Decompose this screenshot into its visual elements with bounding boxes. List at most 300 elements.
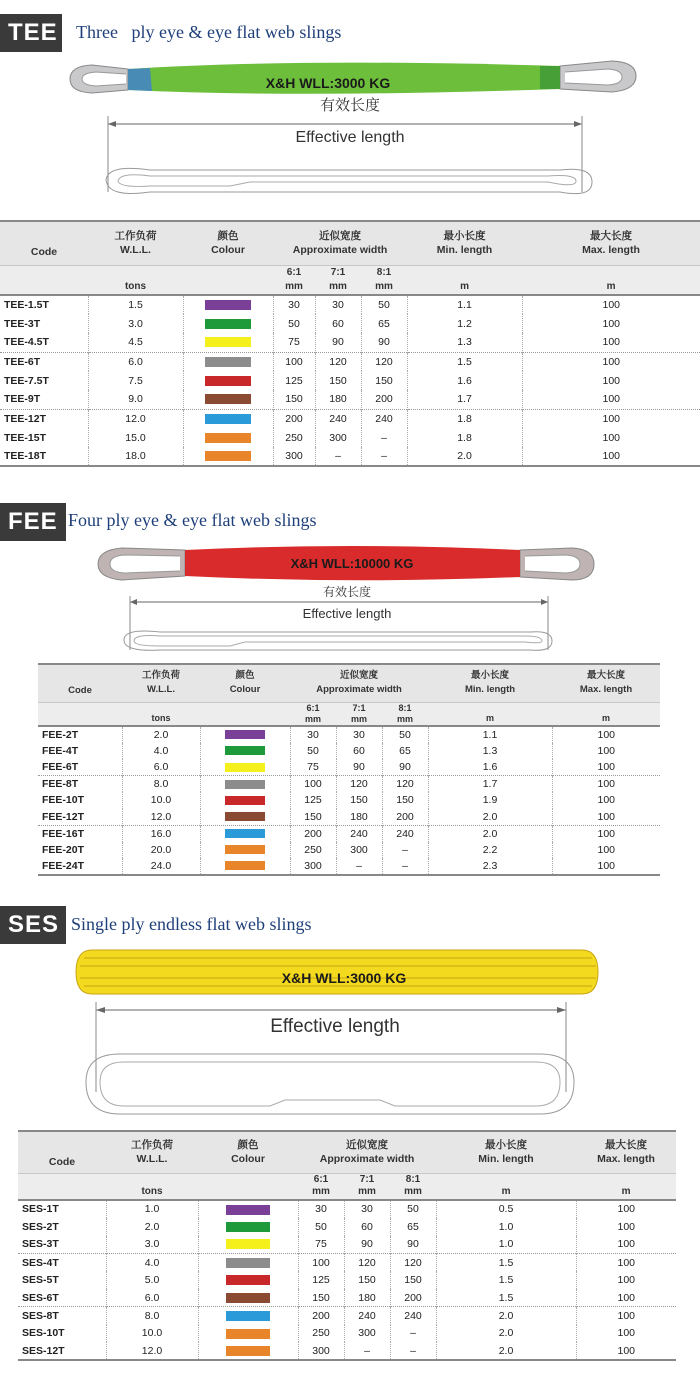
row-code: SES-10T xyxy=(22,1327,65,1340)
row-width-8-1: 120 xyxy=(390,1253,436,1271)
colour-swatch xyxy=(226,1329,270,1339)
col-max: 最大长度 Max. length xyxy=(552,664,660,702)
row-width-7-1: 180 xyxy=(344,1289,390,1307)
row-min-length: 1.1 xyxy=(428,726,552,743)
row-min-length: 1.3 xyxy=(428,743,552,760)
col-colour: 颜色 Colour xyxy=(183,221,273,265)
row-max-length: 100 xyxy=(552,858,660,875)
ratio-7-1: 7:1 mm xyxy=(315,265,361,295)
table-row xyxy=(18,1218,676,1236)
row-wll: 4.5 xyxy=(88,333,183,352)
row-code: FEE-10T xyxy=(42,794,85,807)
table-row xyxy=(18,1271,676,1289)
row-width-8-1: 150 xyxy=(390,1271,436,1289)
row-min-length: 1.5 xyxy=(436,1253,576,1271)
col-wll: 工作负荷 W.L.L. xyxy=(122,664,200,702)
row-max-length: 100 xyxy=(576,1236,676,1254)
row-min-length: 1.5 xyxy=(436,1289,576,1307)
row-wll: 24.0 xyxy=(122,858,200,875)
row-max-length: 100 xyxy=(576,1218,676,1236)
row-colour xyxy=(198,1342,298,1360)
row-width-7-1: – xyxy=(344,1342,390,1360)
fee-tag: FEE xyxy=(0,503,66,541)
row-colour xyxy=(200,792,290,809)
row-colour xyxy=(183,333,273,352)
row-colour xyxy=(200,858,290,875)
col-width: 近似宽度 Approximate width xyxy=(290,664,428,702)
colour-swatch xyxy=(226,1222,270,1232)
fee-length-en: Effective length xyxy=(302,606,392,621)
row-width-8-1: 240 xyxy=(361,409,407,428)
section-fee xyxy=(0,500,700,890)
col-wll: 工作负荷 W.L.L. xyxy=(88,221,183,265)
row-max-length: 100 xyxy=(522,447,700,466)
row-width-7-1: 90 xyxy=(344,1236,390,1254)
row-width-8-1: 65 xyxy=(390,1218,436,1236)
colour-swatch xyxy=(225,845,265,854)
row-wll: 9.0 xyxy=(88,390,183,409)
row-min-length: 1.7 xyxy=(428,776,552,793)
row-width-7-1: 90 xyxy=(336,759,382,776)
row-width-6-1: 100 xyxy=(273,352,315,371)
row-max-length: 100 xyxy=(552,759,660,776)
row-max-length: 100 xyxy=(552,743,660,760)
row-colour xyxy=(200,726,290,743)
row-max-length: 100 xyxy=(576,1342,676,1360)
colour-swatch xyxy=(225,763,265,772)
table-row xyxy=(38,792,660,809)
row-colour xyxy=(183,409,273,428)
col-width: 近似宽度 Approximate width xyxy=(298,1131,436,1173)
row-colour xyxy=(198,1271,298,1289)
table-row xyxy=(0,390,700,409)
row-width-6-1: 125 xyxy=(290,792,336,809)
colour-swatch xyxy=(225,746,265,755)
row-code: FEE-2T xyxy=(42,728,79,741)
row-wll: 20.0 xyxy=(122,842,200,859)
row-width-8-1: 90 xyxy=(390,1236,436,1254)
row-code: SES-5T xyxy=(22,1274,59,1287)
row-width-6-1: 300 xyxy=(273,447,315,466)
row-wll: 6.0 xyxy=(122,759,200,776)
row-max-length: 100 xyxy=(552,842,660,859)
ses-sling-label: X&H WLL:3000 KG xyxy=(281,970,407,986)
row-colour xyxy=(198,1218,298,1236)
tee-length-cn: 有效长度 xyxy=(319,97,381,114)
ses-outline-sling xyxy=(86,1054,574,1114)
row-code: SES-1T xyxy=(22,1203,59,1216)
row-width-6-1: 300 xyxy=(298,1342,344,1360)
row-wll: 7.5 xyxy=(88,371,183,390)
row-min-length: 1.9 xyxy=(428,792,552,809)
table-row xyxy=(0,314,700,333)
colour-swatch xyxy=(205,300,251,310)
row-max-length: 100 xyxy=(522,295,700,314)
tee-spec-table xyxy=(0,220,700,467)
unit-m-max: m xyxy=(522,265,700,295)
row-width-7-1: 120 xyxy=(315,352,361,371)
row-width-8-1: – xyxy=(361,428,407,447)
row-width-8-1: 90 xyxy=(382,759,428,776)
colour-swatch xyxy=(225,780,265,789)
row-width-6-1: 30 xyxy=(290,726,336,743)
colour-swatch xyxy=(225,861,265,870)
row-width-7-1: 60 xyxy=(315,314,361,333)
tee-heading: Three ply eye & eye flat web slings xyxy=(76,22,342,42)
row-min-length: 2.0 xyxy=(428,825,552,842)
row-min-length: 1.6 xyxy=(428,759,552,776)
row-width-6-1: 75 xyxy=(298,1236,344,1254)
row-colour xyxy=(198,1253,298,1271)
tee-sling-label: X&H WLL:3000 KG xyxy=(265,75,391,91)
row-wll: 5.0 xyxy=(106,1271,198,1289)
row-width-6-1: 125 xyxy=(273,371,315,390)
row-wll: 2.0 xyxy=(122,726,200,743)
row-width-8-1: 90 xyxy=(361,333,407,352)
row-max-length: 100 xyxy=(522,390,700,409)
row-width-6-1: 250 xyxy=(273,428,315,447)
row-min-length: 2.0 xyxy=(436,1307,576,1325)
row-width-6-1: 200 xyxy=(298,1307,344,1325)
table-row xyxy=(38,809,660,826)
row-width-8-1: 65 xyxy=(382,743,428,760)
row-width-6-1: 100 xyxy=(290,776,336,793)
row-min-length: 1.1 xyxy=(407,295,522,314)
row-width-6-1: 150 xyxy=(298,1289,344,1307)
row-width-8-1: 200 xyxy=(361,390,407,409)
row-max-length: 100 xyxy=(522,314,700,333)
ratio-6-1: 6:1 mm xyxy=(290,702,336,726)
row-max-length: 100 xyxy=(552,776,660,793)
row-min-length: 1.8 xyxy=(407,428,522,447)
colour-swatch xyxy=(205,376,251,386)
fee-sling-label: X&H WLL:10000 KG xyxy=(290,556,414,571)
row-min-length: 2.3 xyxy=(428,858,552,875)
row-width-8-1: 50 xyxy=(382,726,428,743)
row-width-8-1: 65 xyxy=(361,314,407,333)
row-width-8-1: 150 xyxy=(382,792,428,809)
table-row xyxy=(18,1325,676,1343)
ses-tag: SES xyxy=(0,906,66,944)
tee-sling-illustration xyxy=(0,52,700,217)
row-width-7-1: 150 xyxy=(344,1271,390,1289)
row-wll: 8.0 xyxy=(122,776,200,793)
colour-swatch xyxy=(226,1293,270,1303)
table-row xyxy=(0,409,700,428)
table-row xyxy=(38,825,660,842)
ses-heading: Single ply endless flat web slings xyxy=(71,914,312,934)
row-min-length: 1.3 xyxy=(407,333,522,352)
colour-swatch xyxy=(225,796,265,805)
tee-outline-sling xyxy=(106,168,592,193)
row-min-length: 2.0 xyxy=(436,1325,576,1343)
ratio-8-1: 8:1 mm xyxy=(382,702,428,726)
table-row xyxy=(18,1307,676,1325)
row-wll: 15.0 xyxy=(88,428,183,447)
row-min-length: 1.0 xyxy=(436,1218,576,1236)
row-code: SES-4T xyxy=(18,1253,106,1271)
row-width-7-1: 120 xyxy=(344,1253,390,1271)
row-colour xyxy=(198,1289,298,1307)
row-code: FEE-8T xyxy=(38,776,122,793)
row-max-length: 100 xyxy=(576,1307,676,1325)
col-wll: 工作负荷 W.L.L. xyxy=(106,1131,198,1173)
row-width-7-1: 30 xyxy=(336,726,382,743)
unit-m-min: m xyxy=(428,702,552,726)
colour-swatch xyxy=(225,829,265,838)
row-width-8-1: 50 xyxy=(390,1200,436,1218)
colour-swatch xyxy=(205,357,251,367)
col-min: 最小长度 Min. length xyxy=(407,221,522,265)
row-width-8-1: 200 xyxy=(382,809,428,826)
row-width-8-1: – xyxy=(382,858,428,875)
row-colour xyxy=(198,1307,298,1325)
row-code: SES-2T xyxy=(22,1220,59,1233)
unit-m-min: m xyxy=(436,1173,576,1200)
col-code: Code xyxy=(0,221,88,265)
row-colour xyxy=(183,447,273,466)
row-colour xyxy=(200,776,290,793)
row-wll: 8.0 xyxy=(106,1307,198,1325)
row-wll: 6.0 xyxy=(88,352,183,371)
colour-swatch xyxy=(205,433,251,443)
colour-swatch xyxy=(226,1205,270,1215)
row-width-7-1: 240 xyxy=(336,825,382,842)
table-row xyxy=(38,776,660,793)
row-wll: 6.0 xyxy=(106,1289,198,1307)
table-row xyxy=(18,1289,676,1307)
row-code: TEE-12T xyxy=(0,409,88,428)
ses-spec-table xyxy=(18,1130,676,1361)
row-code: SES-6T xyxy=(22,1291,59,1304)
ses-sling-illustration xyxy=(0,942,700,1122)
ratio-6-1: 6:1 mm xyxy=(273,265,315,295)
row-code: TEE-6T xyxy=(0,352,88,371)
ratio-7-1: 7:1 mm xyxy=(344,1173,390,1200)
row-width-7-1: 180 xyxy=(336,809,382,826)
fee-sling-illustration xyxy=(0,540,700,660)
row-width-7-1: – xyxy=(336,858,382,875)
row-max-length: 100 xyxy=(552,792,660,809)
row-min-length: 1.7 xyxy=(407,390,522,409)
row-colour xyxy=(198,1200,298,1218)
row-width-7-1: 120 xyxy=(336,776,382,793)
colour-swatch xyxy=(226,1258,270,1268)
row-min-length: 2.0 xyxy=(407,447,522,466)
row-width-7-1: 60 xyxy=(336,743,382,760)
ratio-7-1: 7:1 mm xyxy=(336,702,382,726)
col-max: 最大长度 Max. length xyxy=(576,1131,676,1173)
row-width-6-1: 150 xyxy=(273,390,315,409)
row-colour xyxy=(198,1236,298,1254)
row-width-6-1: 200 xyxy=(290,825,336,842)
table-row xyxy=(18,1200,676,1218)
col-colour: 颜色 Colour xyxy=(200,664,290,702)
row-width-7-1: 90 xyxy=(315,333,361,352)
row-width-8-1: 240 xyxy=(382,825,428,842)
row-width-6-1: 250 xyxy=(298,1325,344,1343)
row-width-6-1: 50 xyxy=(273,314,315,333)
row-width-6-1: 50 xyxy=(290,743,336,760)
table-row xyxy=(18,1236,676,1254)
row-wll: 3.0 xyxy=(88,314,183,333)
row-width-8-1: – xyxy=(390,1325,436,1343)
table-row xyxy=(38,858,660,875)
colour-swatch xyxy=(225,812,265,821)
row-width-7-1: 150 xyxy=(336,792,382,809)
row-min-length: 1.0 xyxy=(436,1236,576,1254)
row-width-7-1: 60 xyxy=(344,1218,390,1236)
colour-swatch xyxy=(205,394,251,404)
row-width-6-1: 200 xyxy=(273,409,315,428)
row-width-6-1: 150 xyxy=(290,809,336,826)
tee-tag: TEE xyxy=(0,14,62,52)
col-max: 最大长度 Max. length xyxy=(522,221,700,265)
row-width-7-1: 300 xyxy=(344,1325,390,1343)
col-code: Code xyxy=(18,1131,106,1173)
row-width-8-1: 150 xyxy=(361,371,407,390)
fee-heading: Four ply eye & eye flat web slings xyxy=(68,510,317,530)
unit-m-min: m xyxy=(407,265,522,295)
row-width-7-1: 240 xyxy=(344,1307,390,1325)
row-code: TEE-4.5T xyxy=(4,336,49,349)
row-max-length: 100 xyxy=(576,1253,676,1271)
unit-tons: tons xyxy=(88,265,183,295)
row-code: FEE-6T xyxy=(42,761,79,773)
colour-swatch xyxy=(205,414,251,424)
unit-m-max: m xyxy=(576,1173,676,1200)
row-min-length: 0.5 xyxy=(436,1200,576,1218)
row-wll: 10.0 xyxy=(122,792,200,809)
row-min-length: 2.2 xyxy=(428,842,552,859)
row-wll: 2.0 xyxy=(106,1218,198,1236)
row-min-length: 1.6 xyxy=(407,371,522,390)
col-min: 最小长度 Min. length xyxy=(436,1131,576,1173)
row-code: TEE-9T xyxy=(4,393,41,406)
row-code: TEE-1.5T xyxy=(4,299,49,311)
row-width-7-1: 180 xyxy=(315,390,361,409)
row-min-length: 1.2 xyxy=(407,314,522,333)
row-width-7-1: 30 xyxy=(344,1200,390,1218)
row-wll: 12.0 xyxy=(106,1342,198,1360)
row-max-length: 100 xyxy=(576,1289,676,1307)
row-min-length: 2.0 xyxy=(436,1342,576,1360)
col-colour: 颜色 Colour xyxy=(198,1131,298,1173)
row-colour xyxy=(183,352,273,371)
row-width-6-1: 50 xyxy=(298,1218,344,1236)
row-max-length: 100 xyxy=(522,428,700,447)
colour-swatch xyxy=(226,1346,270,1356)
table-row xyxy=(38,759,660,776)
row-code: FEE-12T xyxy=(42,810,85,823)
row-max-length: 100 xyxy=(552,726,660,743)
row-width-6-1: 125 xyxy=(298,1271,344,1289)
table-row xyxy=(0,447,700,466)
row-max-length: 100 xyxy=(552,809,660,826)
ratio-8-1: 8:1 mm xyxy=(361,265,407,295)
row-width-6-1: 300 xyxy=(290,858,336,875)
row-max-length: 100 xyxy=(522,333,700,352)
row-width-8-1: 120 xyxy=(361,352,407,371)
row-width-8-1: 240 xyxy=(390,1307,436,1325)
colour-swatch xyxy=(205,337,251,347)
fee-length-cn: 有效长度 xyxy=(322,585,372,599)
row-code: TEE-7.5T xyxy=(4,374,49,387)
colour-swatch xyxy=(226,1275,270,1285)
row-code: FEE-20T xyxy=(42,843,85,856)
row-min-length: 1.5 xyxy=(407,352,522,371)
row-width-6-1: 30 xyxy=(298,1200,344,1218)
unit-tons: tons xyxy=(106,1173,198,1200)
row-colour xyxy=(183,428,273,447)
unit-m-max: m xyxy=(552,702,660,726)
table-row xyxy=(38,743,660,760)
colour-swatch xyxy=(205,451,251,461)
row-code: FEE-4T xyxy=(42,744,79,757)
table-row xyxy=(0,371,700,390)
row-wll: 3.0 xyxy=(106,1236,198,1254)
row-wll: 4.0 xyxy=(122,743,200,760)
row-width-7-1: 300 xyxy=(336,842,382,859)
row-wll: 16.0 xyxy=(122,825,200,842)
row-code: SES-8T xyxy=(18,1307,106,1325)
colour-swatch xyxy=(205,319,251,329)
row-width-8-1: – xyxy=(390,1342,436,1360)
row-max-length: 100 xyxy=(522,371,700,390)
row-wll: 18.0 xyxy=(88,447,183,466)
tee-length-en: Effective length xyxy=(295,129,405,146)
row-code: SES-12T xyxy=(18,1342,106,1360)
section-ses xyxy=(0,900,700,1399)
row-max-length: 100 xyxy=(576,1200,676,1218)
row-min-length: 2.0 xyxy=(428,809,552,826)
col-min: 最小长度 Min. length xyxy=(428,664,552,702)
row-colour xyxy=(183,390,273,409)
row-max-length: 100 xyxy=(522,409,700,428)
row-colour xyxy=(200,759,290,776)
row-wll: 10.0 xyxy=(106,1325,198,1343)
row-width-6-1: 75 xyxy=(290,759,336,776)
row-colour xyxy=(198,1325,298,1343)
row-code: TEE-18T xyxy=(0,447,88,466)
row-width-7-1: – xyxy=(315,447,361,466)
ses-length-en: Effective length xyxy=(270,1016,400,1037)
row-width-8-1: 120 xyxy=(382,776,428,793)
section-tee xyxy=(0,0,700,470)
fee-outline-sling xyxy=(124,631,552,650)
row-max-length: 100 xyxy=(552,825,660,842)
col-width: 近似宽度 Approximate width xyxy=(273,221,407,265)
table-row xyxy=(18,1253,676,1271)
row-min-length: 1.5 xyxy=(436,1271,576,1289)
row-code: FEE-24T xyxy=(38,858,122,875)
row-wll: 12.0 xyxy=(122,809,200,826)
row-code: TEE-3T xyxy=(4,317,41,330)
row-max-length: 100 xyxy=(576,1271,676,1289)
unit-tons: tons xyxy=(122,702,200,726)
row-width-8-1: 50 xyxy=(361,295,407,314)
row-width-8-1: 200 xyxy=(390,1289,436,1307)
row-colour xyxy=(183,295,273,314)
table-row xyxy=(18,1342,676,1360)
table-row xyxy=(38,842,660,859)
row-colour xyxy=(200,825,290,842)
row-max-length: 100 xyxy=(576,1325,676,1343)
row-colour xyxy=(200,842,290,859)
row-min-length: 1.8 xyxy=(407,409,522,428)
row-width-7-1: 150 xyxy=(315,371,361,390)
table-row xyxy=(0,428,700,447)
